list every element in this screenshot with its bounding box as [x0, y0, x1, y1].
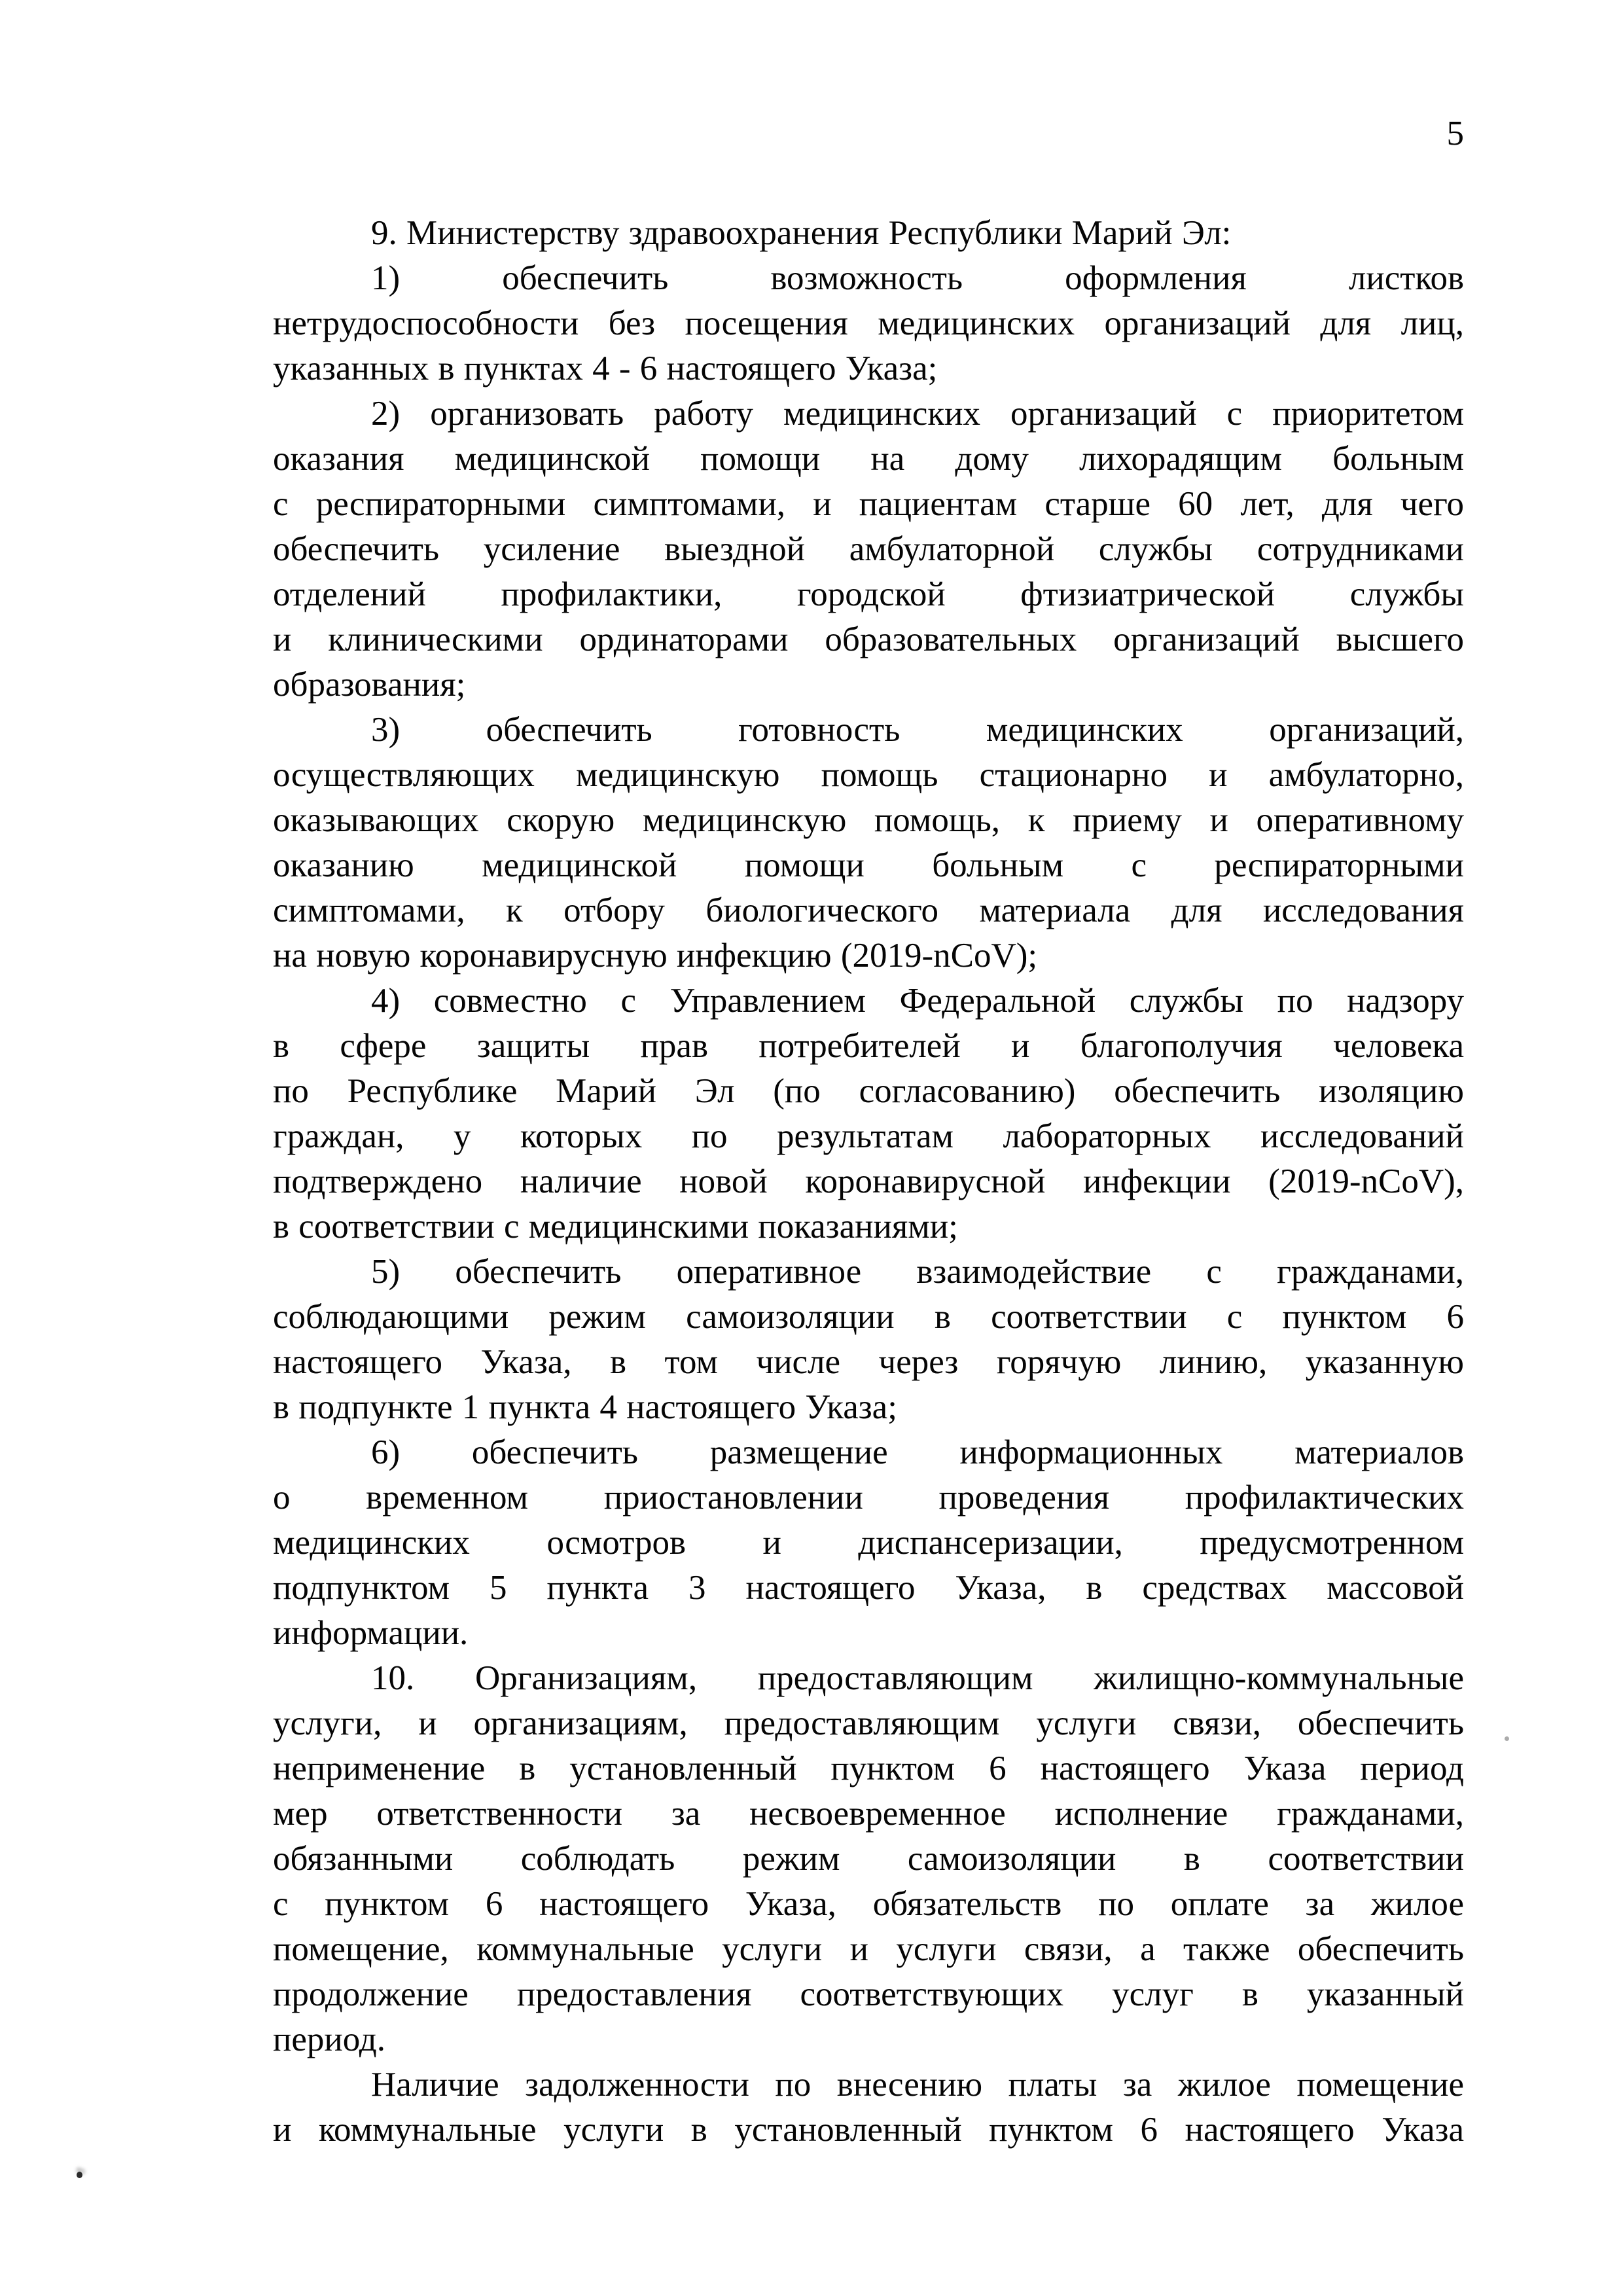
text-line: указанных в пунктах 4 - 6 настоящего Указа;: [273, 350, 938, 387]
text-line: медицинских осмотров и диспансеризации, предусмотренном: [273, 1524, 1464, 1562]
item-9-sub-3: [273, 708, 1464, 978]
text-line: с респираторными симптомами, и пациентам старше 60 лет, для чего: [273, 485, 1464, 523]
text-line: в подпункте 1 пункта 4 настоящего Указа;: [273, 1388, 897, 1426]
text-line: обеспечить усиление выездной амбулаторной службы сотрудниками: [273, 530, 1464, 568]
text-line: 9. Министерству здравоохранения Республики Марий Эл:: [371, 214, 1232, 252]
text-line: обязанными соблюдать режим самоизоляции в соответствии: [273, 1840, 1464, 1878]
scan-artifact: [77, 2172, 82, 2178]
text-line: оказывающих скорую медицинскую помощь, к приему и оперативному: [273, 801, 1464, 839]
text-line: период.: [273, 2020, 385, 2058]
item-10-debt-paragraph: [273, 2062, 1464, 2153]
text-line: и коммунальные услуги в установленный пунктом 6 настоящего Указа: [273, 2111, 1464, 2149]
text-line: граждан, у которых по результатам лабораторных исследований: [273, 1117, 1464, 1155]
text-line: помещение, коммунальные услуги и услуги связи, а также обеспечить: [273, 1930, 1464, 1968]
page-number: 5: [1446, 115, 1464, 152]
text-line: неприменение в установленный пунктом 6 настоящего Указа период: [273, 1749, 1464, 1787]
text-line: осуществляющих медицинскую помощь стационарно и амбулаторно,: [273, 756, 1464, 794]
text-line: нетрудоспособности без посещения медицинских организаций для лиц,: [273, 304, 1464, 342]
text-line: и клиническими ординаторами образовательных организаций высшего: [273, 620, 1464, 658]
text-line: 2) организовать работу медицинских организаций с приоритетом: [371, 395, 1464, 433]
item-9-heading: [273, 211, 1464, 256]
text-line: настоящего Указа, в том числе через горячую линию, указанную: [273, 1343, 1464, 1381]
text-line: в сфере защиты прав потребителей и благополучия человека: [273, 1027, 1464, 1065]
text-line: по Республике Марий Эл (по согласованию) обеспечить изоляцию: [273, 1072, 1464, 1110]
text-line: 4) совместно с Управлением Федеральной службы по надзору: [371, 982, 1464, 1020]
text-line: с пунктом 6 настоящего Указа, обязательств по оплате за жилое: [273, 1885, 1464, 1923]
text-line: 6) обеспечить размещение информационных материалов: [371, 1433, 1464, 1471]
text-line: оказанию медицинской помощи больным с респираторными: [273, 846, 1464, 884]
text-line: подтверждено наличие новой коронавирусной инфекции (2019-nCoV),: [273, 1162, 1464, 1200]
scan-artifact: [1505, 1736, 1509, 1741]
text-line: 5) обеспечить оперативное взаимодействие с гражданами,: [371, 1253, 1464, 1291]
text-line: 1) обеспечить возможность оформления листков: [371, 259, 1464, 297]
item-9-sub-2: [273, 391, 1464, 708]
item-9-sub-6: [273, 1430, 1464, 1656]
text-line: оказания медицинской помощи на дому лихорадящим больным: [273, 440, 1464, 478]
text-line: информации.: [273, 1614, 469, 1652]
text-line: на новую коронавирусную инфекцию (2019-nCoV);: [273, 937, 1038, 975]
text-line: Наличие задолженности по внесению платы за жилое помещение: [371, 2066, 1464, 2104]
text-line: услуги, и организациям, предоставляющим услуги связи, обеспечить: [273, 1704, 1464, 1742]
text-line: соблюдающими режим самоизоляции в соответствии с пунктом 6: [273, 1298, 1464, 1336]
text-line: в соответствии с медицинскими показаниями;: [273, 1208, 958, 1246]
text-line: о временном приостановлении проведения профилактических: [273, 1479, 1464, 1516]
item-10: [273, 1656, 1464, 2062]
text-line: симптомами, к отбору биологического материала для исследования: [273, 891, 1464, 929]
text-line: образования;: [273, 666, 466, 704]
text-line: мер ответственности за несвоевременное исполнение гражданами,: [273, 1795, 1464, 1833]
item-9-sub-1: [273, 256, 1464, 391]
item-9-sub-4: [273, 978, 1464, 1249]
document-body: [273, 211, 1464, 2153]
item-9-sub-5: [273, 1249, 1464, 1430]
text-line: отделений профилактики, городской фтизиатрической службы: [273, 575, 1464, 613]
text-line: подпунктом 5 пункта 3 настоящего Указа, в средствах массовой: [273, 1569, 1464, 1607]
text-line: продолжение предоставления соответствующих услуг в указанный: [273, 1975, 1464, 2013]
text-line: 3) обеспечить готовность медицинских организаций,: [371, 711, 1464, 749]
text-line: 10. Организациям, предоставляющим жилищно-коммунальные: [371, 1659, 1464, 1697]
